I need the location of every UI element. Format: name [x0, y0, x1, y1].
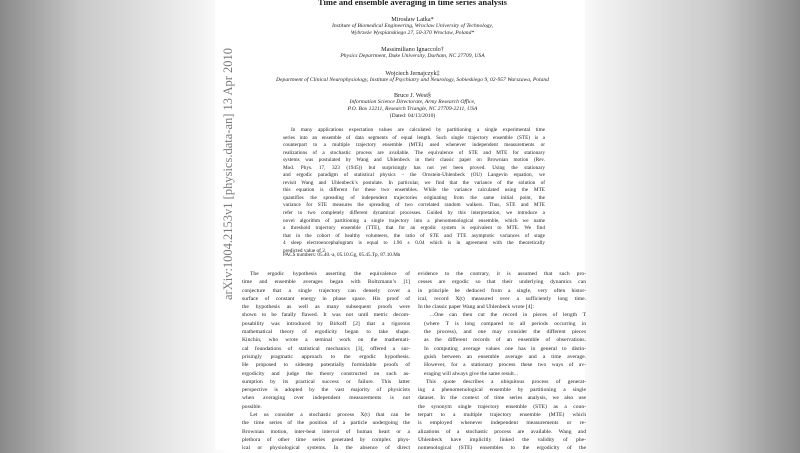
- abstract-line: a threshold trajectory ensemble (TTE), that for an ergodic system is equivalent to MTE. We find: [283, 225, 545, 232]
- text-line: cal foundations of statistical mechanics [3], offered a sur-: [242, 345, 410, 352]
- text-line: ing a phenomenological ensemble by partitioning a single: [418, 387, 586, 394]
- abstract-line: this equation is different for these two ensembles. While the variance calculated using the MTE: [283, 187, 545, 194]
- abstract-line: predicted value of 2.: [283, 247, 327, 254]
- text-line: Kinchin, who wrote a seminal work on the mathemati-: [242, 337, 410, 344]
- text-line: (where T is long compared to all periods occurring in: [424, 320, 586, 327]
- text-line: cesses are ergodic so that their underlying dynamics can: [418, 279, 586, 286]
- text-line: when averaging over independent measurements is not: [242, 395, 410, 402]
- text-line: ...One can then cut the record in pieces of length T: [430, 312, 586, 319]
- text-line: the hypothesis as well as many subsequent proofs were: [242, 304, 410, 311]
- text-line: Brownian motion, inter-beat interval of human heart or a: [242, 428, 410, 435]
- text-line: shown to be fatally flawed. It was not until metric decom-: [242, 312, 410, 319]
- abstract-line: realizations of a stochastic process are available. The equivalence of STE and MTE for stationary: [283, 149, 545, 156]
- text-line: perspective is adopted by the vast majority of physicists: [242, 387, 410, 394]
- text-line: is employed whenever independent measurements or re-: [418, 420, 586, 427]
- text-line: In computing average values one has in general to distin-: [424, 345, 586, 352]
- text-line: guish between an ensemble average and a time average.: [424, 353, 586, 360]
- text-line: ical, record X(t) measured over a sufficiently long time.: [418, 295, 586, 302]
- text-line: in principle be deduced from a single, very often histor-: [418, 287, 586, 294]
- abstract: [283, 127, 545, 255]
- abstract-line: Mod. Phys. 17, 323 (1945)) but surprisingly has not yet been proved. Using the stationary: [283, 164, 545, 171]
- author-block-3: [240, 70, 585, 84]
- author-affiliation: Information Science Directorate, Army Research Office,: [349, 99, 476, 105]
- author-affiliation: Department of Clinical Neurophysiology, Institute of Psychiatry and Neurology, Sobieskiego 9, 02-957 Warszawa, Poland: [276, 77, 549, 83]
- abstract-line: systems was postulated by Wang and Uhlenbeck in their classic paper on Brownian motion (Rev.: [283, 157, 545, 164]
- text-line: alizations of a stochastic process are available. Wang and: [418, 428, 586, 435]
- text-line: nomenological (STE) ensembles to the ergodicity of the: [418, 445, 586, 452]
- abstract-line: counterpart to a multiple trajectory ensemble (MTE) used whenever independent measurements or: [283, 142, 545, 149]
- abstract-line: 4 sleep electroencephalogram is equal to 1.96 ± 0.04 which is in agreement with the theoretically: [283, 240, 545, 247]
- text-line: He proposed to sidestep potentially formidable proofs of: [242, 362, 410, 369]
- text-line: the time series of the position of a particle undergoing the: [242, 420, 410, 427]
- author-name: Massimiliano Ignaccolo†: [381, 46, 444, 53]
- abstract-line: that in the cohort of healthy volunteers, the ratio of STE and TTE asymptotic variances of stage: [283, 232, 545, 239]
- paper-title: Time and ensemble averaging in time series analysis: [318, 0, 507, 7]
- abstract-line: revisit Wang and Uhlenbeck’s postulate. In particular, we find that the variance of the solution of: [283, 179, 545, 186]
- author-block-4: [240, 92, 585, 120]
- abstract-line: series into an ensemble of data segments of equal length. Such single trajectory ensemble (STE) is a: [283, 134, 545, 141]
- abstract-line: and ergodic paradigm of statistical physics – the Ornstein-Uhlenbeck (OU) Langevin equation, we: [283, 172, 545, 179]
- abstract-line: novel algorithm of partitioning a single trajectory into a phenomenological ensemble, which we name: [283, 217, 545, 224]
- text-line: plethora of other time series generated by complex phys-: [242, 436, 410, 443]
- abstract-line: refer to two completely different dynamical processes. Guided by this interpretation, we introduce a: [283, 210, 545, 217]
- text-line: sumption by its practical success or failure. This latter: [242, 378, 410, 385]
- text-line: dataset. In the context of time series analysis, we also use: [418, 395, 586, 402]
- pacs-numbers: PACS numbers: 05.40.-a, 05.10.Gg, 05.45.Tp, 87.10.Mn: [283, 252, 401, 258]
- text-line: evidence to the contrary, it is assumed that such pro-: [418, 271, 586, 277]
- author-name: Mirosław Latka*: [391, 16, 434, 23]
- text-line: The ergodic hypothesis asserting the equivalence of: [250, 271, 410, 277]
- text-line: ical or physiological systems. In the absence of direct: [242, 445, 410, 452]
- text-line: as the different records of an ensemble of observations.: [424, 337, 586, 344]
- text-line: conjecture that a single trajectory can densely cover a: [242, 287, 410, 294]
- text-line: terpart to a multiple trajectory ensemble (MTE) which: [418, 412, 586, 419]
- abstract-line: variance for STE measures the spreading of two correlated random walkers. Thus, STE and MTE: [283, 202, 545, 209]
- arxiv-stamp: arXiv:1004.2153v1 [physics.data-an] 13 Apr 2010: [221, 47, 235, 300]
- text-line: However, for a stationary process these two ways of av-: [424, 362, 586, 369]
- text-line: ergodicity and judge the theory constructed on such as-: [242, 370, 410, 377]
- abstract-line: quantifies the spreading of independent trajectories originating from the same initial point, the: [283, 194, 545, 201]
- abstract-line: In many applications expectation values are calculated by partitioning a single experimental time: [291, 127, 545, 133]
- text-line: This quote describes a ubiquitous process of generat-: [426, 378, 586, 385]
- author-affiliation: Physics Department, Duke University, Durham, NC 27709, USA: [340, 53, 485, 59]
- right-column: [418, 270, 586, 453]
- date-line: (Dated: 04/13/2010): [389, 113, 436, 119]
- author-block-1: [240, 16, 585, 37]
- text-line: time and ensemble averages began with Boltzmann’s [1]: [242, 279, 410, 286]
- text-line: possible.: [242, 403, 262, 410]
- text-line: the synonym single trajectory ensemble (STE) as a coun-: [418, 403, 586, 410]
- text-line: mathematical theory of ergodicity began to take shape.: [242, 329, 410, 336]
- text-line: eraging will always give the same result...: [424, 370, 518, 377]
- author-name: Wojciech Jernajczyk‡: [385, 70, 440, 77]
- author-affiliation: P.O. Box 12211, Research Triangle, NC 27709-2211, USA: [347, 106, 478, 112]
- text-line: posability was introduced by Birkoff [2] that a rigorous: [242, 320, 410, 327]
- text-line: surface of constant energy in phase space. His proof of: [242, 295, 410, 302]
- left-column: [242, 270, 410, 453]
- text-line: the process), and one may consider the different pieces: [424, 329, 586, 336]
- author-affiliation: Wybrzeże Wyspianskiego 27, 50-370 Wroclaw, Poland*: [350, 30, 475, 36]
- author-name: Bruce J. West§: [393, 92, 432, 99]
- text-line: Let us consider a stochastic process X(t) that can be: [250, 412, 410, 419]
- author-affiliation: Institute of Biomedical Engineering, Wroclaw University of Technology,: [331, 23, 493, 29]
- author-block-2: [240, 46, 585, 60]
- text-line: prisingly pragmatic approach to the ergodic hypothesis.: [242, 353, 410, 360]
- text-line: Uhlenbeck have implicitly linked the validity of phe-: [418, 436, 586, 443]
- text-line: In the classic paper Wang and Uhlenbeck wrote [4]:: [418, 304, 534, 311]
